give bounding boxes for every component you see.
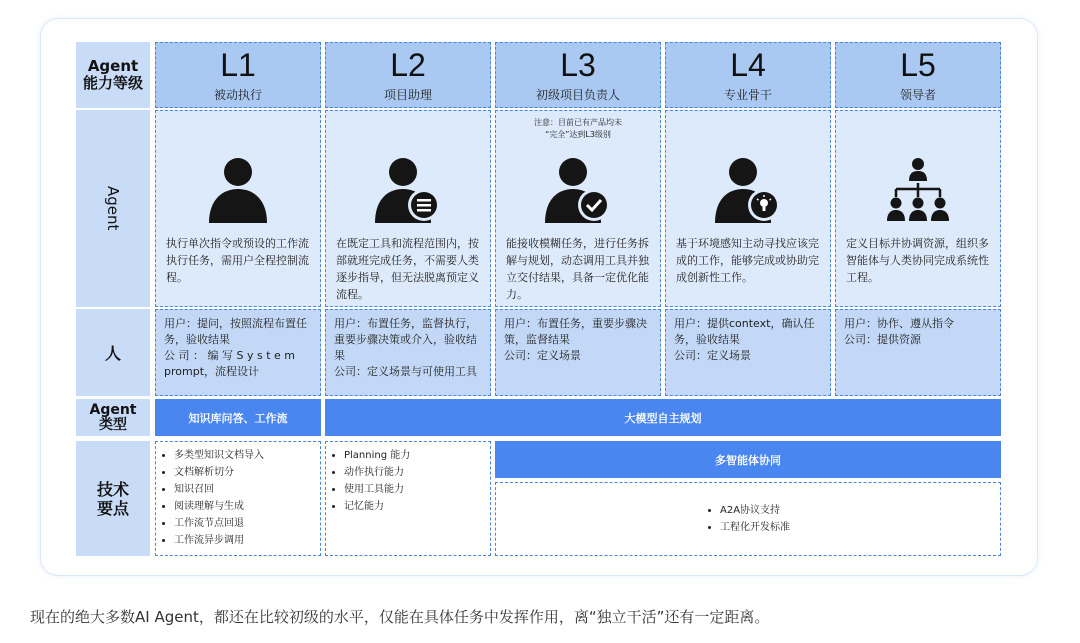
agent-cell-l2	[325, 110, 491, 307]
org-chart-icon	[883, 155, 953, 225]
list-item: • A2A协议支持	[720, 502, 790, 519]
agent-cell-l3	[495, 110, 661, 307]
tech-cell-l2	[325, 441, 491, 556]
agent-desc: 在既定工具和流程范围内，按部就班完成任务，不需要人类逐步指导，但无法脱离预定义流程。	[336, 237, 479, 301]
corner-header	[76, 42, 150, 108]
level-header-l4	[665, 42, 831, 108]
type-l1-label: 知识库问答、工作流	[188, 411, 288, 425]
level-code: L3	[560, 46, 596, 83]
list-item: • 工作流异步调用	[174, 532, 320, 549]
tech-list-l2	[326, 442, 490, 515]
row-header-agent	[76, 110, 150, 307]
level-name: 项目助理	[383, 87, 432, 102]
level-name: 领导者	[899, 87, 936, 102]
list-item: • Planning 能力	[344, 447, 490, 464]
type-rest-bar	[325, 399, 1001, 436]
human-cell-l3	[495, 309, 661, 396]
level-code: L5	[900, 46, 936, 83]
human-company: 公司：提供资源	[844, 333, 921, 346]
agent-cell-l4	[665, 110, 831, 307]
agent-desc: 基于环境感知主动寻找应该完成的工作，能够完成或协助完成创新性工作。	[676, 237, 819, 284]
list-item: • 工作流节点回退	[174, 515, 320, 532]
list-item: • 文档解析切分	[174, 464, 320, 481]
human-company: 公司：定义场景与可使用工具	[334, 365, 477, 378]
row-type-line1: Agent	[89, 401, 137, 418]
human-cell-l1	[155, 309, 321, 396]
level-code: L2	[390, 46, 426, 83]
l3-note	[496, 117, 660, 141]
level-code: L4	[730, 46, 766, 83]
tech-cell-l3-5	[495, 482, 1001, 556]
level-code: L1	[220, 46, 256, 83]
person-list-icon	[373, 155, 443, 225]
multi-agent-label: 多智能体协同	[715, 453, 781, 467]
level-header-l2	[325, 42, 491, 108]
row-tech-line2: 要点	[96, 498, 129, 518]
row-agent-label: Agent	[104, 186, 122, 231]
person-check-icon	[543, 155, 613, 225]
human-user: 用户：布置任务，重要步骤决策，监督结果	[504, 317, 647, 346]
human-company: 公司：定义场景	[674, 349, 751, 362]
list-item: • 工程化开发标准	[720, 519, 790, 536]
level-name: 专业骨干	[723, 87, 772, 102]
human-user: 用户：布置任务，监督执行，重要步骤决策或介入，验收结果	[334, 317, 477, 362]
human-company: 公 司 ： 编 写 S y s t e m prompt，流程设计	[164, 349, 295, 378]
l3-note-line1: 注意：目前已有产品均未	[534, 118, 622, 127]
agent-cell-l5	[835, 110, 1001, 307]
list-item: • 使用工具能力	[344, 481, 490, 498]
agent-desc: 能接收模糊任务，进行任务拆解与规划，动态调用工具并独立交付结果，具备一定优化能力。	[506, 237, 649, 301]
row-header-tech	[76, 441, 150, 556]
list-item: • 阅读理解与生成	[174, 498, 320, 515]
list-item: • 动作执行能力	[344, 464, 490, 481]
type-rest-label: 大模型自主规划	[624, 411, 702, 425]
tech-list-l3-5	[706, 502, 790, 536]
list-item: • 知识召回	[174, 481, 320, 498]
level-header-l1	[155, 42, 321, 108]
list-item: • 多类型知识文档导入	[174, 447, 320, 464]
row-header-human	[76, 309, 150, 396]
human-user: 用户：提问，按照流程布置任务，验收结果	[164, 317, 307, 346]
human-user: 用户：协作、遵从指令	[844, 317, 954, 330]
corner-line1: Agent	[87, 57, 139, 75]
human-cell-l4	[665, 309, 831, 396]
level-name: 初级项目负责人	[535, 87, 620, 102]
human-cell-l2	[325, 309, 491, 396]
caption-text: 现在的绝大多数AI Agent，都还在比较初级的水平，仅能在具体任务中发挥作用，离“独立干活”还有一定距离。	[30, 608, 770, 626]
level-header-l3	[495, 42, 661, 108]
agent-cell-l1	[155, 110, 321, 307]
corner-line2: 能力等级	[82, 74, 143, 92]
agent-desc: 定义目标并协调资源，组织多智能体与人类协同完成系统性工程。	[846, 237, 989, 284]
row-human-label: 人	[104, 344, 121, 363]
human-user: 用户：提供context，确认任务，验收结果	[674, 317, 815, 346]
multi-agent-bar	[495, 441, 1001, 478]
person-idea-icon	[713, 155, 783, 225]
agent-desc: 执行单次指令或预设的工作流执行任务，需用户全程控制流程。	[166, 237, 309, 284]
tech-list-l1	[156, 442, 320, 549]
person-icon	[203, 155, 273, 225]
row-tech-line1: 技术	[96, 479, 129, 499]
human-cell-l5	[835, 309, 1001, 396]
type-l1-bar	[155, 399, 321, 436]
tech-cell-l1	[155, 441, 321, 556]
level-header-l5	[835, 42, 1001, 108]
l3-note-line2: “完全”达到L3级别	[545, 130, 611, 139]
row-type-line2: 类型	[99, 416, 127, 433]
human-company: 公司：定义场景	[504, 349, 581, 362]
row-header-type	[76, 399, 150, 436]
list-item: • 记忆能力	[344, 498, 490, 515]
level-name: 被动执行	[213, 87, 262, 102]
